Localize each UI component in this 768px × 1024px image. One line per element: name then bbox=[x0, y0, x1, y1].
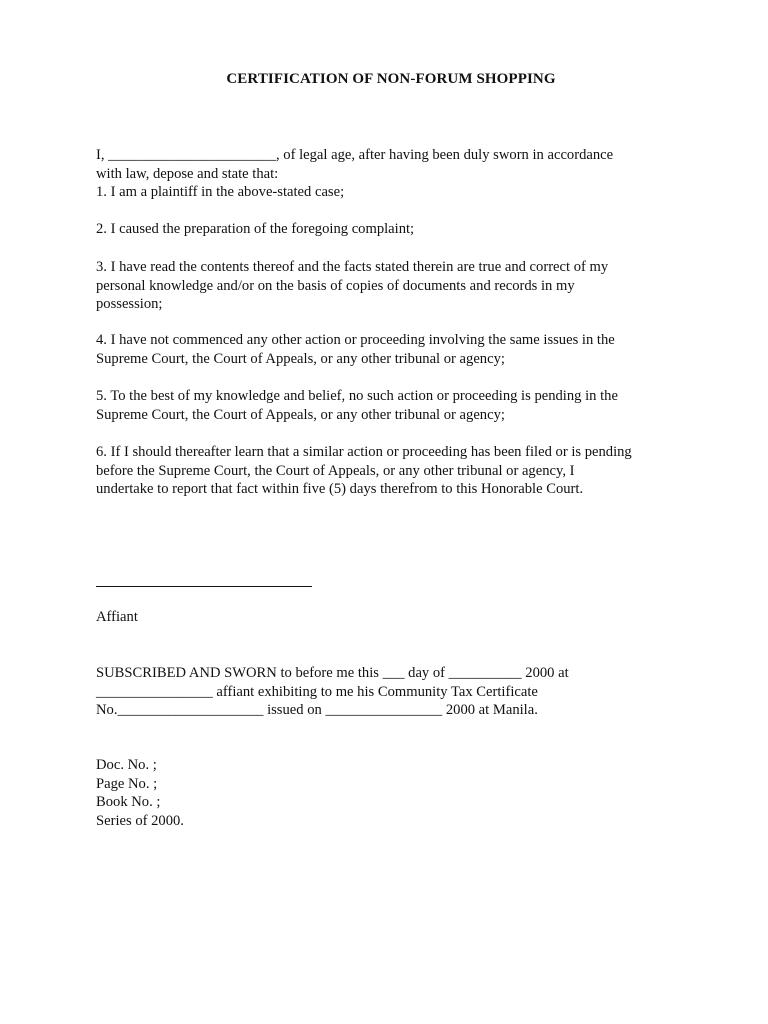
statement-item-3: 3. I have read the contents thereof and the facts stated therein are true and correct of my personal knowledge and/or on the basis of copies of documents and records in my possession; bbox=[96, 259, 609, 312]
affiant-label: Affiant bbox=[96, 609, 138, 625]
statement-item-1: 1. I am a plaintiff in the above-stated case; bbox=[96, 184, 345, 200]
document-title: CERTIFICATION OF NON-FORUM SHOPPING bbox=[226, 71, 556, 87]
signature-line bbox=[96, 586, 312, 587]
statement-item-5: 5. To the best of my knowledge and belief, no such action or proceeding is pending in the Supreme Court, the Court of Appeals, or any other tribunal or agency; bbox=[96, 388, 618, 423]
jurat-paragraph: SUBSCRIBED AND SWORN to before me this ___ day of __________ 2000 at ________________ affiant exhibiting to me his Community Tax Certificate No.____________________ issued on ________________ 2000 at Manila. bbox=[96, 665, 569, 718]
intro-paragraph: I, _______________________, of legal age, after having been duly sworn in accordance with law, depose and state that: bbox=[96, 147, 614, 182]
notarial-entries: Doc. No. ; Page No. ; Book No. ; Series of 2000. bbox=[96, 757, 184, 829]
statement-item-6: 6. If I should thereafter learn that a similar action or proceeding has been filed or is pending before the Supreme Court, the Court of Appeals, or any other tribunal or agency, I undertake to report that fact within five (5) days therefrom to this Honorable Court. bbox=[96, 444, 632, 497]
statement-item-2: 2. I caused the preparation of the foregoing complaint; bbox=[96, 221, 415, 237]
statement-item-4: 4. I have not commenced any other action or proceeding involving the same issues in the Supreme Court, the Court of Appeals, or any other tribunal or agency; bbox=[96, 332, 615, 367]
